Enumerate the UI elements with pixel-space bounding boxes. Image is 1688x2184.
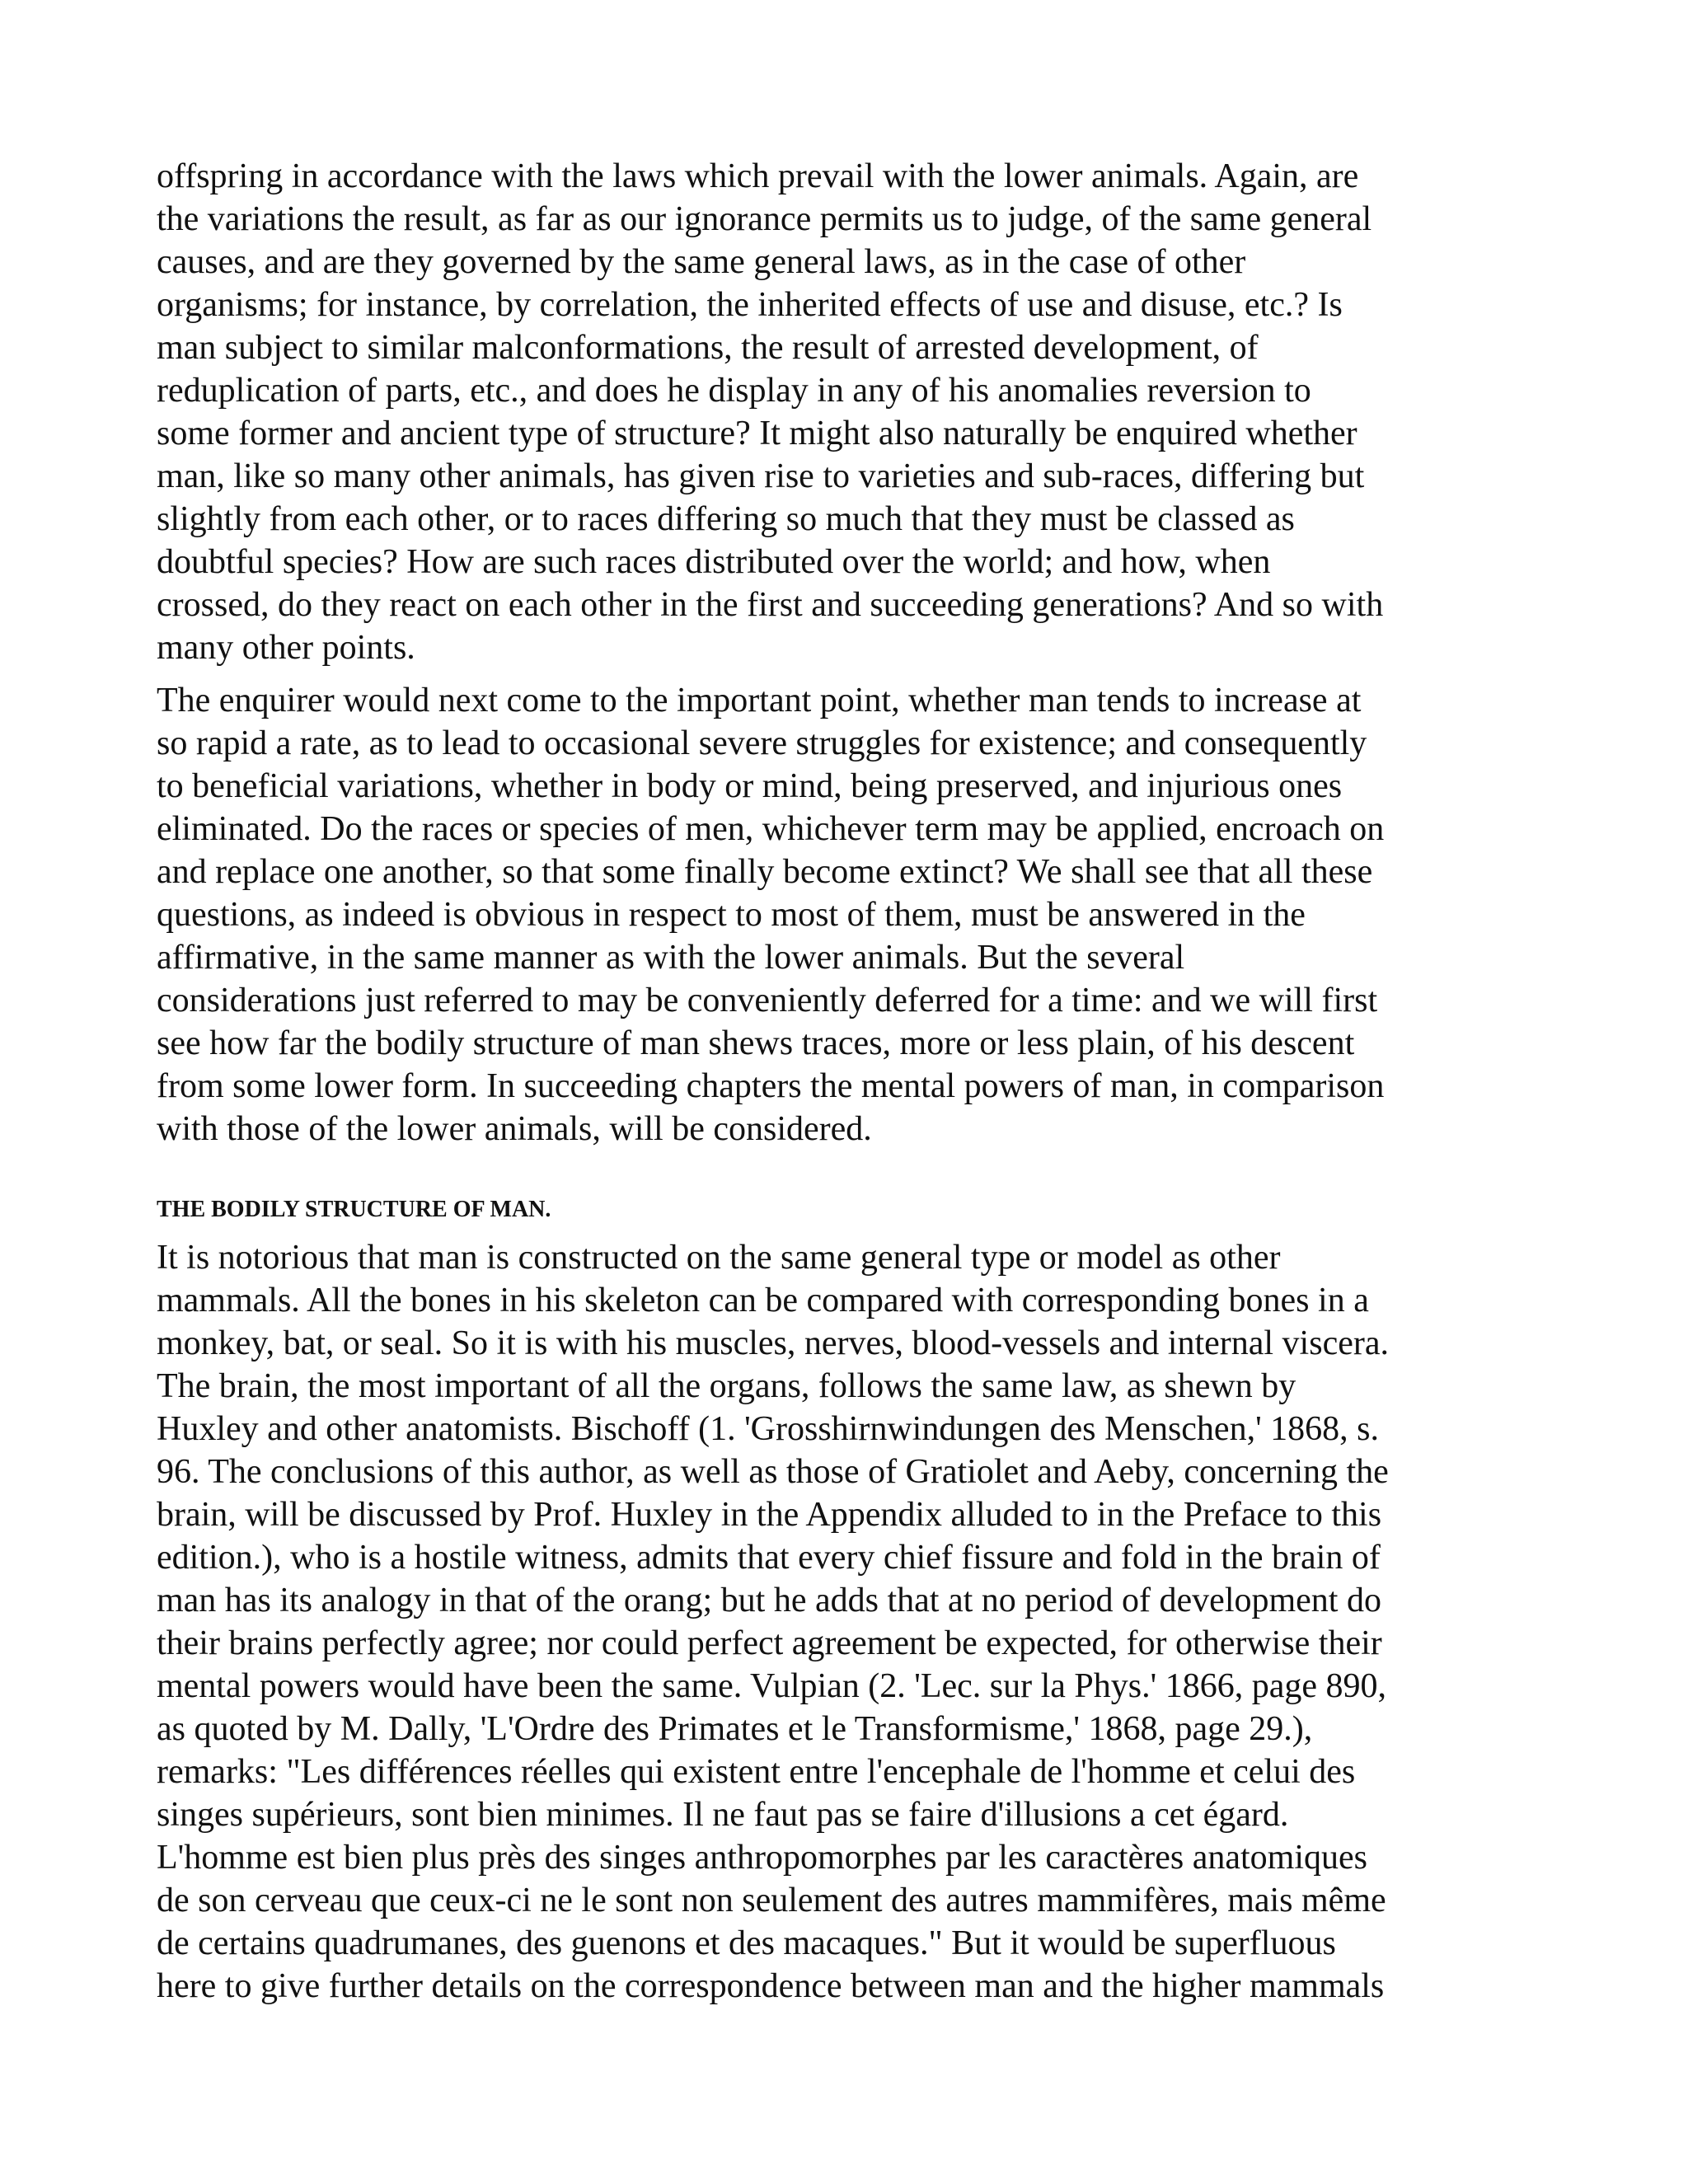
text-line: to beneficial variations, whether in body or mind, being preserved, and injurious ones xyxy=(157,767,1343,805)
text-line: some former and ancient type of structure? It might also naturally be enquired whether xyxy=(157,415,1357,452)
document-page xyxy=(157,155,1550,2008)
text-line: mammals. All the bones in his skeleton can be compared with corresponding bones in a xyxy=(157,1282,1369,1319)
text-line: 96. The conclusions of this author, as well as those of Gratiolet and Aeby, concerning the xyxy=(157,1453,1389,1491)
text-line: here to give further details on the correspondence between man and the higher mammals xyxy=(157,1967,1385,2005)
text-line: reduplication of parts, etc., and does he display in any of his anomalies reversion to xyxy=(157,372,1311,410)
text-line: and replace one another, so that some finally become extinct? We shall see that all these xyxy=(157,853,1373,891)
text-line: eliminated. Do the races or species of men, whichever term may be applied, encroach on xyxy=(157,810,1385,848)
text-line: many other points. xyxy=(157,629,415,667)
text-line: Huxley and other anatomists. Bischoff (1. 'Grosshirnwindungen des Menschen,' 1868, s. xyxy=(157,1410,1379,1448)
text-line: see how far the bodily structure of man shews traces, more or less plain, of his descent xyxy=(157,1024,1355,1062)
text-line: organisms; for instance, by correlation, the inherited effects of use and disuse, etc.? Is xyxy=(157,286,1343,324)
text-line: crossed, do they react on each other in the first and succeeding generations? And so with xyxy=(157,586,1384,624)
text-line: affirmative, in the same manner as with the lower animals. But the several xyxy=(157,939,1185,977)
text-line: causes, and are they governed by the same general laws, as in the case of other xyxy=(157,243,1246,281)
text-line: offspring in accordance with the laws which prevail with the lower animals. Again, are xyxy=(157,157,1359,195)
text-line: as quoted by M. Dally, 'L'Ordre des Primates et le Transformisme,' 1868, page 29.), xyxy=(157,1710,1313,1748)
text-line: from some lower form. In succeeding chapters the mental powers of man, in comparison xyxy=(157,1067,1385,1105)
text-line: considerations just referred to may be conveniently deferred for a time: and we will first xyxy=(157,982,1378,1019)
text-line: so rapid a rate, as to lead to occasional severe struggles for existence; and consequently xyxy=(157,724,1367,762)
text-line: slightly from each other, or to races differing so much that they must be classed as xyxy=(157,500,1295,538)
text-line: mental powers would have been the same. Vulpian (2. 'Lec. sur la Phys.' 1866, page 890, xyxy=(157,1667,1386,1705)
text-line: The enquirer would next come to the important point, whether man tends to increase at xyxy=(157,682,1362,719)
text-line: the variations the result, as far as our ignorance permits us to judge, of the same general xyxy=(157,200,1372,238)
paragraph-1 xyxy=(157,155,1550,669)
text-line: man has its analogy in that of the orang; but he adds that at no period of development do xyxy=(157,1582,1381,1619)
text-line: questions, as indeed is obvious in respect to most of them, must be answered in the xyxy=(157,896,1306,934)
text-line: man, like so many other animals, has given rise to varieties and sub-races, differing but xyxy=(157,457,1365,495)
text-line: L'homme est bien plus près des singes anthropomorphes par les caractères anatomiques xyxy=(157,1839,1367,1877)
text-line: singes supérieurs, sont bien minimes. Il ne faut pas se faire d'illusions a cet égard. xyxy=(157,1796,1289,1834)
text-line: brain, will be discussed by Prof. Huxley in the Appendix alluded to in the Preface to this xyxy=(157,1496,1382,1534)
paragraph-2 xyxy=(157,679,1550,1151)
text-line: de son cerveau que ceux-ci ne le sont non seulement des autres mammifères, mais même xyxy=(157,1882,1386,1919)
text-line: de certains quadrumanes, des guenons et des macaques." But it would be superfluous xyxy=(157,1924,1336,1962)
text-line: The brain, the most important of all the organs, follows the same law, as shewn by xyxy=(157,1367,1296,1405)
text-line: with those of the lower animals, will be considered. xyxy=(157,1110,872,1148)
paragraph-3 xyxy=(157,1236,1550,2008)
text-line: edition.), who is a hostile witness, admits that every chief fissure and fold in the brain of xyxy=(157,1539,1381,1577)
section-heading: THE BODILY STRUCTURE OF MAN. xyxy=(157,1197,551,1222)
text-line: doubtful species? How are such races distributed over the world; and how, when xyxy=(157,543,1271,581)
text-line: monkey, bat, or seal. So it is with his muscles, nerves, blood-vessels and internal viscera. xyxy=(157,1324,1389,1362)
text-line: remarks: "Les différences réelles qui existent entre l'encephale de l'homme et celui des xyxy=(157,1753,1356,1791)
text-line: It is notorious that man is constructed on the same general type or model as other xyxy=(157,1239,1281,1277)
text-line: their brains perfectly agree; nor could perfect agreement be expected, for otherwise their xyxy=(157,1624,1382,1662)
text-line: man subject to similar malconformations, the result of arrested development, of xyxy=(157,329,1259,367)
